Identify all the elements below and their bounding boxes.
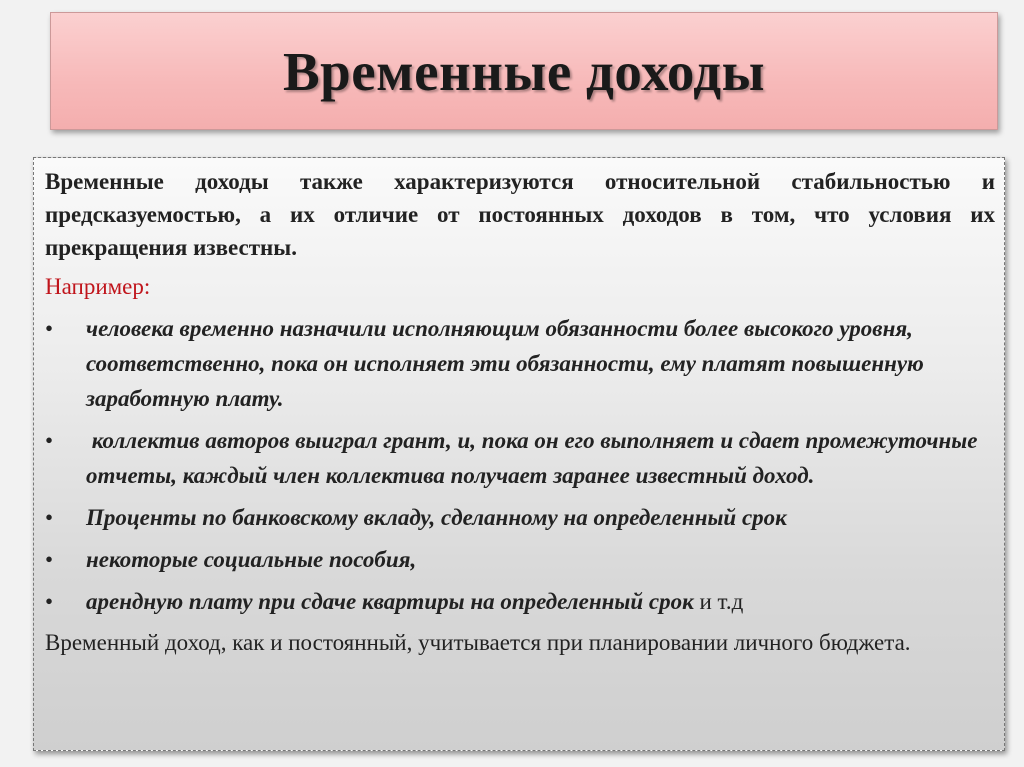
intro-paragraph: Временные доходы также характеризуются относительной стабильностью и предсказуемостью, а их отличие от постоянных доходов в том, что условия их прекращения известны. xyxy=(45,169,995,260)
bullet-text: коллектив авторов выиграл грант, и, пока он его выполняет и сдает промежуточные отчеты, каждый член коллектива получает заранее известный доход. xyxy=(86,428,984,488)
bullet-list xyxy=(45,311,995,619)
content-panel xyxy=(33,157,1005,751)
list-item xyxy=(45,500,995,535)
list-item xyxy=(45,311,995,416)
bullet-icon: • xyxy=(45,589,54,614)
list-item xyxy=(45,542,995,577)
bullet-text: человека временно назначили исполняющим обязанности более высокого уровня, соответственно, пока он исполняет эти обязанности, ему платят повышенную заработную плату. xyxy=(86,316,924,411)
title-banner xyxy=(50,12,998,130)
example-label: Например: xyxy=(45,274,151,299)
list-item xyxy=(45,584,995,619)
bullet-icon: • xyxy=(45,547,54,572)
bullet-text: Проценты по банковскому вкладу, сделанному на определенный срок xyxy=(86,505,787,530)
list-item xyxy=(45,423,995,493)
slide-title: Временные доходы xyxy=(282,40,766,102)
bullet-icon: • xyxy=(45,428,54,453)
conclusion-paragraph: Временный доход, как и постоянный, учитывается при планировании личного бюджета. xyxy=(45,630,911,655)
bullet-icon: • xyxy=(45,505,54,530)
bullet-icon: • xyxy=(45,316,54,341)
bullet-text: некоторые социальные пособия, xyxy=(86,547,417,572)
bullet-text: арендную плату при сдаче квартиры на определенный срок xyxy=(86,589,694,614)
bullet-tail: и т.д xyxy=(693,589,744,614)
